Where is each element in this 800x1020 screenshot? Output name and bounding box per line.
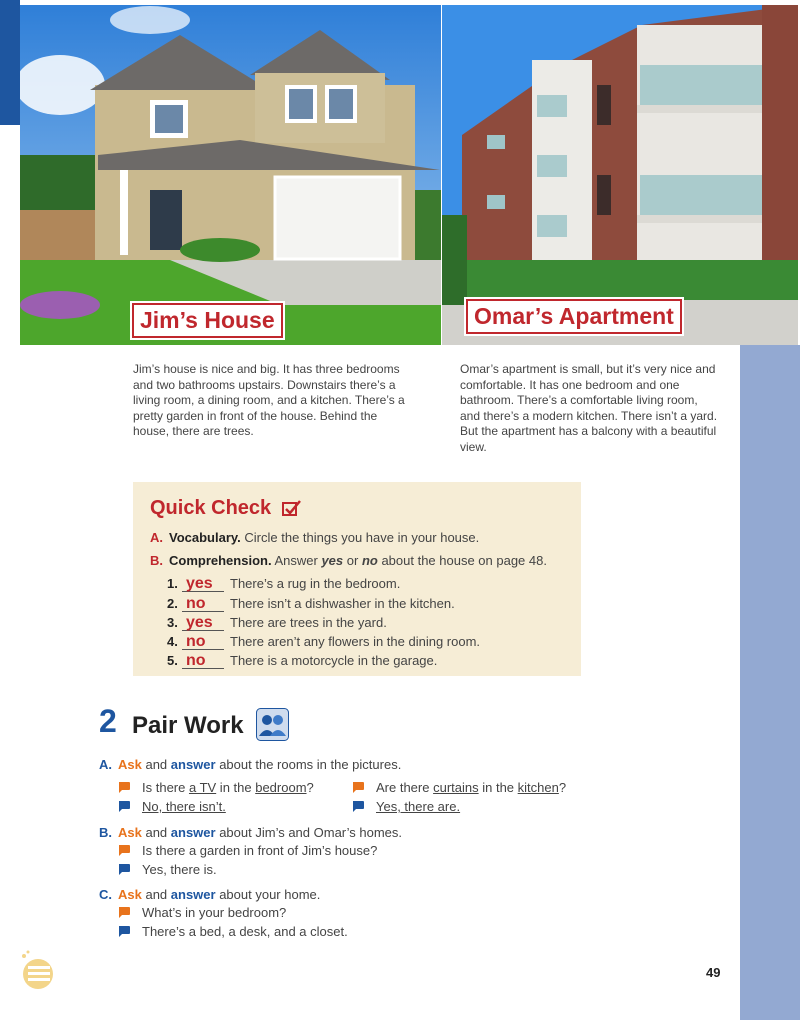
blue-speech-bubble-icon xyxy=(118,801,130,812)
instruction-letter: A. xyxy=(150,530,163,545)
item-answer: no xyxy=(182,634,224,650)
instruction-text: about Jim’s and Omar’s homes. xyxy=(215,825,403,840)
question-line xyxy=(376,780,566,795)
item-text: There’s a rug in the bedroom. xyxy=(230,576,401,591)
blue-speech-bubble-icon xyxy=(352,801,364,812)
instruction-letter: B. xyxy=(99,825,112,840)
question-substitution: a TV xyxy=(188,780,217,795)
item-text: There is a motorcycle in the garage. xyxy=(230,653,438,668)
omars-apartment-description: Omar’s apartment is small, but it’s very nice and comfortable. It has one bedroom and one bathroom. There’s a comfortable living room, and there’s a modern kitchen. There isn’t a yard. But the apartment has a balcony with a beautiful view. xyxy=(460,362,718,454)
item-answer: no xyxy=(182,596,224,612)
instruction-no: no xyxy=(361,553,378,568)
omars-apartment-photo xyxy=(442,5,798,345)
item-number: 2. xyxy=(167,596,178,611)
question-text: ? xyxy=(306,780,314,795)
quick-check-item xyxy=(167,653,437,669)
right-accent-bar xyxy=(740,345,800,1020)
question-line: What’s in your bedroom? xyxy=(142,905,287,920)
pair-work-title: Pair Work xyxy=(132,712,244,739)
ask-keyword: Ask xyxy=(118,825,142,840)
instruction-text: about the house on page 48. xyxy=(377,553,547,568)
item-answer: yes xyxy=(182,615,224,631)
instruction-text: about your home. xyxy=(215,887,321,902)
response-line: Yes, there is. xyxy=(142,862,217,877)
pair-work-instruction-b xyxy=(99,825,402,840)
section-number: 2 xyxy=(99,703,117,739)
question-text: in the xyxy=(478,780,518,795)
answer-keyword: answer xyxy=(170,757,216,772)
item-answer: yes xyxy=(182,576,224,592)
ask-keyword: Ask xyxy=(118,887,142,902)
answer-keyword: answer xyxy=(170,825,216,840)
jims-house-photo xyxy=(20,5,441,345)
page-number: 49 xyxy=(706,965,721,980)
response-line: No, there isn’t. xyxy=(142,799,226,814)
question-line: Is there a garden in front of Jim’s house? xyxy=(142,843,378,858)
blue-speech-bubble-icon xyxy=(118,926,130,937)
instruction-text: and xyxy=(141,887,171,902)
quick-check-item xyxy=(167,596,455,612)
instruction-letter: C. xyxy=(99,887,112,902)
item-text: There aren’t any flowers in the dining room. xyxy=(230,634,481,649)
instruction-letter: B. xyxy=(150,553,163,568)
omars-apartment-label: Omar’s Apartment xyxy=(466,299,682,334)
question-text: Is there xyxy=(142,780,189,795)
pair-work-instruction-c xyxy=(99,887,320,902)
instruction-yes: yes xyxy=(321,553,344,568)
quick-check-item xyxy=(167,576,400,592)
item-text: There are trees in the yard. xyxy=(230,615,387,630)
quick-check-title: Quick Check xyxy=(150,497,272,519)
left-accent-bar xyxy=(0,0,20,125)
pair-work-instruction-a xyxy=(99,757,401,772)
checkbox-check-icon xyxy=(282,499,302,517)
orange-speech-bubble-icon xyxy=(352,782,364,793)
instruction-text: Circle the things you have in your house. xyxy=(240,530,480,545)
item-number: 5. xyxy=(167,653,178,668)
orange-speech-bubble-icon xyxy=(118,907,130,918)
instruction-text: about the rooms in the pictures. xyxy=(215,757,402,772)
question-line xyxy=(142,780,314,795)
jims-house-description: Jim’s house is nice and big. It has three bedrooms and two bathrooms upstairs. Downstairs there’s a living room, a dining room, and a kitchen. There’s a pretty garden in front of the house. Behind the house, there are trees. xyxy=(133,362,405,438)
response-line: There’s a bed, a desk, and a closet. xyxy=(142,924,348,939)
instruction-text: and xyxy=(141,757,171,772)
quick-check-item xyxy=(167,615,387,631)
instruction-text: or xyxy=(343,553,362,568)
instruction-letter: A. xyxy=(99,757,112,772)
publisher-logo-icon xyxy=(18,948,54,992)
item-number: 4. xyxy=(167,634,178,649)
orange-speech-bubble-icon xyxy=(118,782,130,793)
instruction-text: Answer xyxy=(271,553,322,568)
question-substitution: curtains xyxy=(433,780,479,795)
orange-speech-bubble-icon xyxy=(118,845,130,856)
blue-speech-bubble-icon xyxy=(118,864,130,875)
response-line: Yes, there are. xyxy=(376,799,461,814)
item-answer: no xyxy=(182,653,224,669)
item-number: 1. xyxy=(167,576,178,591)
quick-check-instruction-b xyxy=(150,553,547,568)
question-text: ? xyxy=(558,780,567,795)
question-substitution: bedroom xyxy=(255,780,307,795)
item-text: There isn’t a dishwasher in the kitchen. xyxy=(230,596,455,611)
jims-house-label: Jim’s House xyxy=(132,303,283,338)
quick-check-item xyxy=(167,634,480,650)
instruction-keyword: Vocabulary. xyxy=(169,530,241,545)
ask-keyword: Ask xyxy=(118,757,142,772)
pair-work-people-icon xyxy=(256,708,289,741)
question-text: in the xyxy=(216,780,256,795)
instruction-keyword: Comprehension. xyxy=(169,553,272,568)
question-text: Are there xyxy=(376,780,434,795)
instruction-text: and xyxy=(141,825,171,840)
quick-check-instruction-a xyxy=(150,530,479,545)
question-substitution: kitchen xyxy=(517,780,559,795)
answer-keyword: answer xyxy=(170,887,216,902)
item-number: 3. xyxy=(167,615,178,630)
